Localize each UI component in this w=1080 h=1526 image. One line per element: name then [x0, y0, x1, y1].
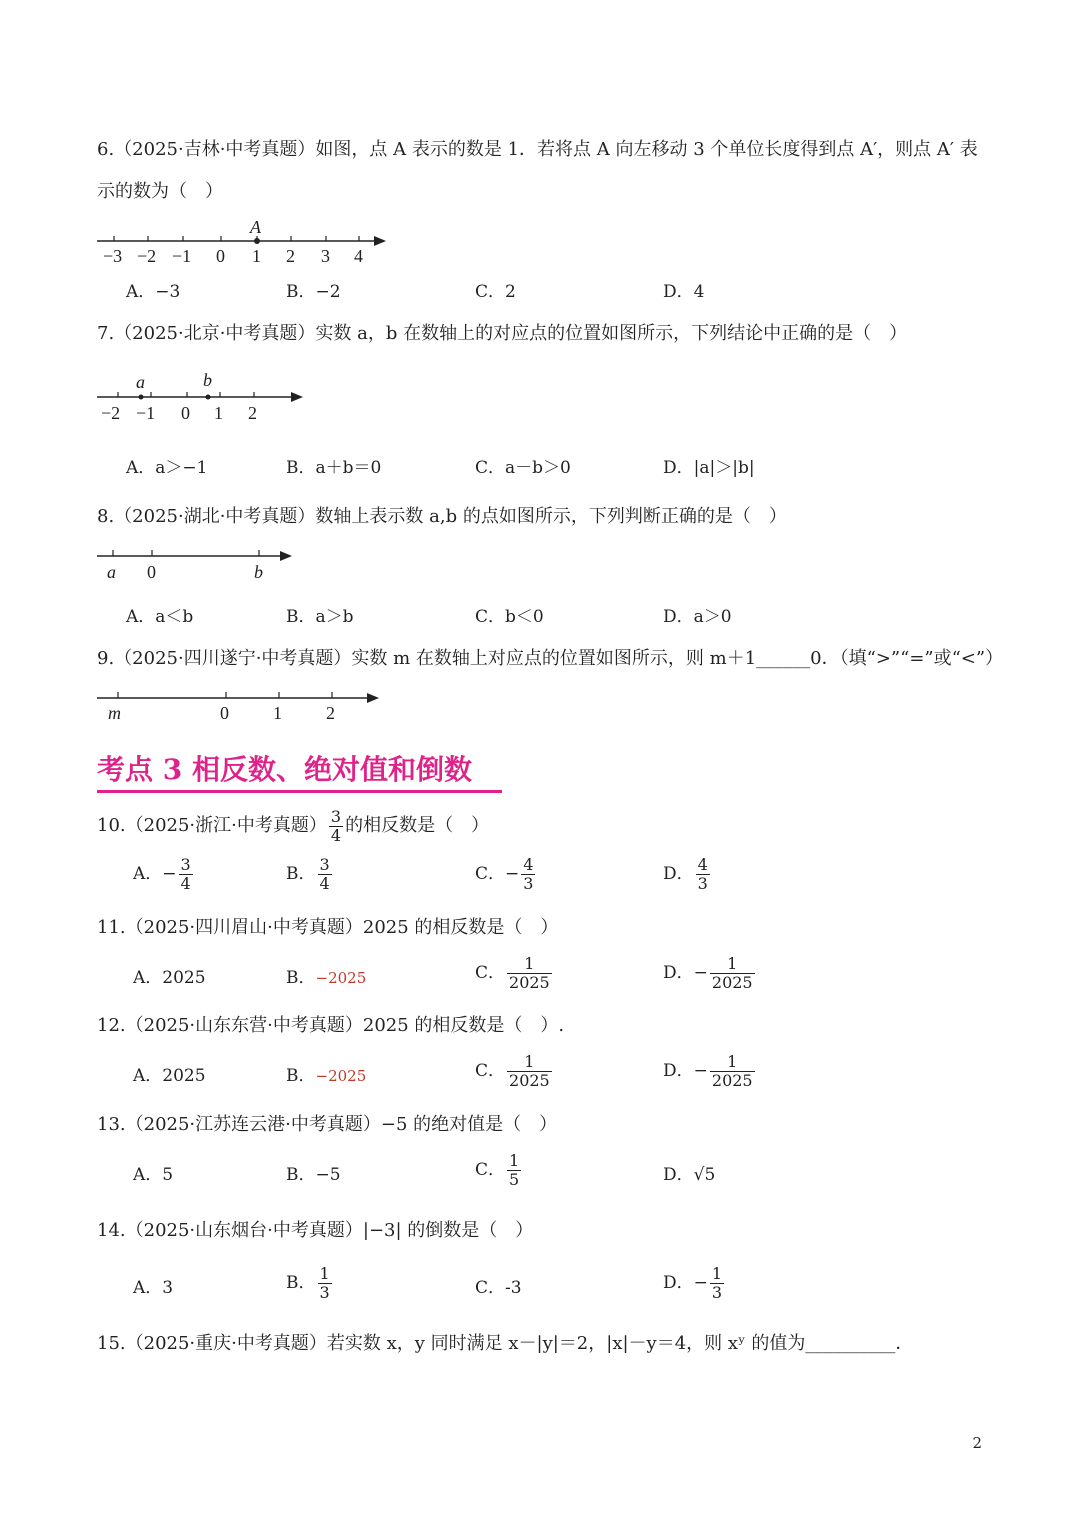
q12-option-b[interactable]: B．−2025 — [286, 1066, 367, 1086]
q13-option-a[interactable]: A．5 — [133, 1165, 174, 1185]
q6-option-a[interactable]: A．−3 — [126, 282, 181, 302]
q14-option-b[interactable]: B． $\frac{1}{3}$ — [286, 1264, 330, 1302]
q6-option-d[interactable]: D．4 — [663, 282, 705, 302]
page-number: 2 — [972, 1434, 982, 1452]
section-heading: 考点 3 相反数、绝对值和倒数 — [97, 748, 502, 793]
q7-tick-label: −2 — [101, 403, 121, 423]
q8-option-a[interactable]: A．a＜b — [126, 607, 194, 627]
q10-stem-fraction: $\frac{3}{4}$ — [330, 806, 342, 845]
q10-stem-prefix: 10.（2025·浙江·中考真题） — [97, 815, 327, 836]
q9-tick-label: m — [108, 703, 121, 723]
q6-stem-line1: 6.（2025·吉林·中考真题）如图，点 A 表示的数是 1．若将点 A 向左移动 3 个单位长度得到点 A′，则点 A′ 表 — [97, 139, 978, 160]
q7-option-a[interactable]: A．a＞−1 — [126, 458, 208, 478]
q12-option-c[interactable]: C． $\frac{1}{2025}$ — [475, 1052, 550, 1090]
q10-option-d[interactable]: D． $\frac{4}{3}$ — [663, 855, 708, 893]
q8-stem: 8.（2025·湖北·中考真题）数轴上表示数 a,b 的点如图所示，下列判断正确的是（ ） — [97, 506, 787, 527]
q8-option-b[interactable]: B．a＞b — [286, 607, 354, 627]
q6-option-b[interactable]: B．−2 — [286, 282, 341, 302]
q7-number-line — [97, 370, 303, 423]
q10-option-c[interactable]: C．− $\frac{4}{3}$ — [475, 855, 534, 893]
q7-stem: 7.（2025·北京·中考真题）实数 a，b 在数轴上的对应点的位置如图所示，下列结论中正确的是（ ） — [97, 323, 908, 344]
q14-stem: 14.（2025·山东烟台·中考真题）|−3| 的倒数是（ ） — [97, 1220, 534, 1241]
q11-stem: 11.（2025·四川眉山·中考真题）2025 的相反数是（ ） — [97, 917, 559, 938]
q11-option-b[interactable]: B．−2025 — [286, 968, 367, 988]
q6-tick-label: −3 — [103, 246, 123, 266]
q9-number-line — [97, 692, 379, 723]
q7-point-a-label: a — [136, 372, 145, 392]
q7-tick-label: 0 — [181, 403, 190, 423]
q7-tick-label: −1 — [136, 403, 156, 423]
q6-option-c[interactable]: C．2 — [475, 282, 516, 302]
q12-option-d[interactable]: D．− $\frac{1}{2025}$ — [663, 1052, 753, 1090]
q7-option-d[interactable]: D．|a|＞|b| — [663, 458, 755, 478]
q8-tick-label: b — [254, 562, 263, 582]
q6-tick-label: 4 — [354, 246, 363, 266]
q14-option-c[interactable]: C．-3 — [475, 1278, 522, 1298]
q11-option-d[interactable]: D．− $\frac{1}{2025}$ — [663, 954, 753, 992]
q9-tick-label: 2 — [326, 703, 335, 723]
q6-stem-line2: 示的数为（ ） — [97, 181, 223, 202]
q10-option-a[interactable]: A．− $\frac{3}{4}$ — [133, 855, 191, 893]
q7-option-c[interactable]: C．a－b＞0 — [475, 458, 571, 478]
q6-tick-label: −2 — [137, 246, 157, 266]
q6-point-a-label: A — [250, 217, 261, 237]
q15-stem: 15.（2025·重庆·中考真题）若实数 x，y 同时满足 x－|y|＝2，|x|－y＝4，则 xʸ 的值为__________． — [97, 1333, 914, 1354]
q14-option-d[interactable]: D．− $\frac{1}{3}$ — [663, 1264, 723, 1302]
q6-tick-label: 1 — [252, 246, 261, 266]
q13-option-d[interactable]: D．√5 — [663, 1165, 716, 1185]
q6-tick-label: −1 — [172, 246, 192, 266]
q6-number-line — [97, 217, 386, 266]
q12-option-a[interactable]: A．2025 — [133, 1066, 206, 1086]
q9-tick-label: 0 — [220, 703, 229, 723]
q8-option-c[interactable]: C．b＜0 — [475, 607, 544, 627]
q10-stem — [97, 806, 489, 846]
q8-option-d[interactable]: D．a＞0 — [663, 607, 732, 627]
q13-option-b[interactable]: B．−5 — [286, 1165, 341, 1185]
q10-stem-suffix: 的相反数是（ ） — [345, 815, 490, 836]
q9-stem: 9.（2025·四川遂宁·中考真题）实数 m 在数轴上对应点的位置如图所示，则 m＋1______0．（填“>”“=”或“<”） — [97, 648, 1004, 669]
q13-option-c[interactable]: C． $\frac{1}{5}$ — [475, 1151, 520, 1189]
q6-tick-label: 2 — [286, 246, 295, 266]
q7-tick-label: 1 — [214, 403, 223, 423]
q6-tick-label: 3 — [321, 246, 330, 266]
q11-option-a[interactable]: A．2025 — [133, 968, 206, 988]
q12-stem: 12.（2025·山东东营·中考真题）2025 的相反数是（ ）. — [97, 1015, 565, 1036]
q11-option-c[interactable]: C． $\frac{1}{2025}$ — [475, 954, 550, 992]
q7-point-b-label: b — [203, 370, 212, 390]
q14-option-a[interactable]: A．3 — [133, 1278, 174, 1298]
q8-tick-label: 0 — [147, 562, 156, 582]
q7-option-b[interactable]: B．a＋b＝0 — [286, 458, 382, 478]
q8-tick-label: a — [107, 562, 116, 582]
q8-number-line — [97, 550, 292, 582]
q6-tick-label: 0 — [216, 246, 225, 266]
q7-tick-label: 2 — [248, 403, 257, 423]
q10-option-b[interactable]: B． $\frac{3}{4}$ — [286, 855, 330, 893]
q13-stem: 13.（2025·江苏连云港·中考真题）−5 的绝对值是（ ） — [97, 1114, 558, 1135]
q9-tick-label: 1 — [273, 703, 282, 723]
